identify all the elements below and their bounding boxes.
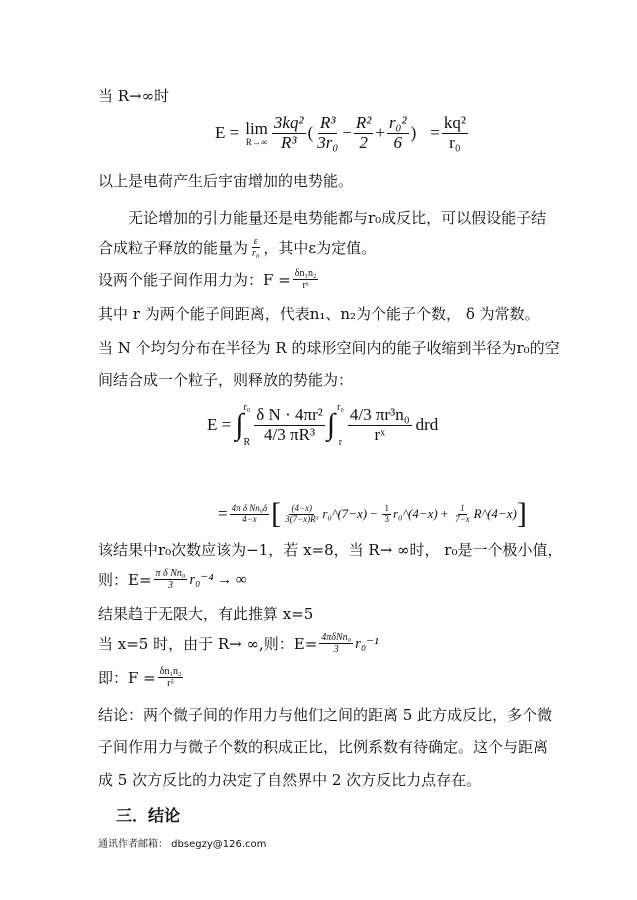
text-line-7: 其中 r 为两个能子间距离，代表n₁、n₂为个能子个数， δ 为常数。 [98, 305, 540, 323]
eq1-term3: $\frac{\text{r₀²}}{6}$ [388, 113, 407, 152]
text-line-15: 即：F = $\frac{\text{δn₁n₂}}{\text{r⁵}}$ [98, 666, 182, 689]
equation-result: = $\frac{\text{4π δ Nn₀δ}}{4-x}$ [ $\frac{(4-x)}{\text{3(7−x)R³}}$ r₀^(7−x) − $\frac{1}{3}$ r₀^(4−x) + $\frac{1}{7-x}$ R^(4−x) ] [218, 497, 527, 530]
text-line-3: 以上是电荷产生后宇宙增加的电势能。 [98, 172, 354, 190]
text-line-18: 成 5 次方反比的力决定了自然界中 2 次方反比力点存在。 [98, 771, 482, 789]
text-line-5: 合成粒子释放的能量为 $\frac{\varepsilon}{\text{r₀}}$ ，其中ε为定值。 [98, 236, 377, 259]
text-line-12: 则：E= $\frac{\text{π δ Nn₀}}{3}$ r₀⁻⁴ → ∞ [98, 568, 247, 591]
text-line-1: 当 R→∞时 [98, 87, 170, 105]
text-line-14: 当 x=5 时，由于 R→ ∞,则：E= $\frac{\text{4πδNn₀}}{3}$ r₀⁻¹ [98, 632, 379, 655]
section-heading: 三．结论 [116, 806, 181, 825]
text-line-9: 间结合成一个粒子，则释放的势能为： [98, 371, 354, 389]
integral-sign-1: ∫ [235, 408, 244, 441]
eq1-lhs: E = [215, 123, 240, 143]
text-line-8: 当 N 个均匀分布在半径为 R 的球形空间内的能子收缩到半径为r₀的空 [98, 339, 560, 357]
equation-limit: E = lim R→∞ $\frac{\text{3kq²}}{\text{R³}}$ ( $\frac{\text{R³}}{\text{3r₀}}$ − $\frac{\text{R²}}{2}$ + $\frac{\text{r₀²}}{6}$ ) = $\frac{\text{kq²}}{\text{r₀}}$ [215, 113, 466, 152]
eq1-frac1: $\frac{\text{3kq²}}{\text{R³}}$ [273, 113, 304, 152]
text-line-11: 该结果中r₀次数应该为−1，若 x=8，当 R→ ∞时， r₀是一个极小值， [98, 541, 563, 559]
eq2-frac1: $\frac{\text{δ N · 4πr²}}{\text{4/3 πR³}}$ [256, 404, 323, 444]
integral-sign-2: ∫ [326, 408, 336, 441]
text-line-13: 结果趋于无限大，有此推算 x=5 [98, 605, 314, 623]
text-line-17: 子间作用力与微子个数的积成正比，比例系数有待确定。这个与距离 [98, 738, 549, 756]
text-line-4: 无论增加的引力能量还是电势能都与r₀成反比，可以假设能子结 [128, 209, 547, 227]
eq1-limit: lim R→∞ [245, 118, 268, 147]
text-line-6: 设两个能子间作用力为：F = $\frac{\text{δn₁n₂}}{\text{rˣ}}$ [98, 268, 317, 291]
equation-integral: E = ∫ r₀ R $\frac{\text{δ N · 4πr²}}{\text{4/3 πR³}}$ ∫ r₀ r $\frac{\text{4/3 πr³n₀}}{\text{rˣ}}$ drd [207, 402, 439, 448]
text-line-16: 结论：两个微子间的作用力与他们之间的距离 5 此方成反比，多个微 [98, 706, 553, 724]
eq2-frac2: $\frac{\text{4/3 πr³n₀}}{\text{rˣ}}$ [349, 404, 410, 444]
footer-email: 通讯作者邮箱： dbsegzy@126.com [98, 839, 267, 850]
eq1-term1: $\frac{\text{R³}}{\text{3r₀}}$ [317, 113, 339, 152]
eq1-result: $\frac{\text{kq²}}{\text{r₀}}$ [443, 113, 466, 152]
eq1-term2: $\frac{\text{R²}}{2}$ [355, 113, 372, 152]
